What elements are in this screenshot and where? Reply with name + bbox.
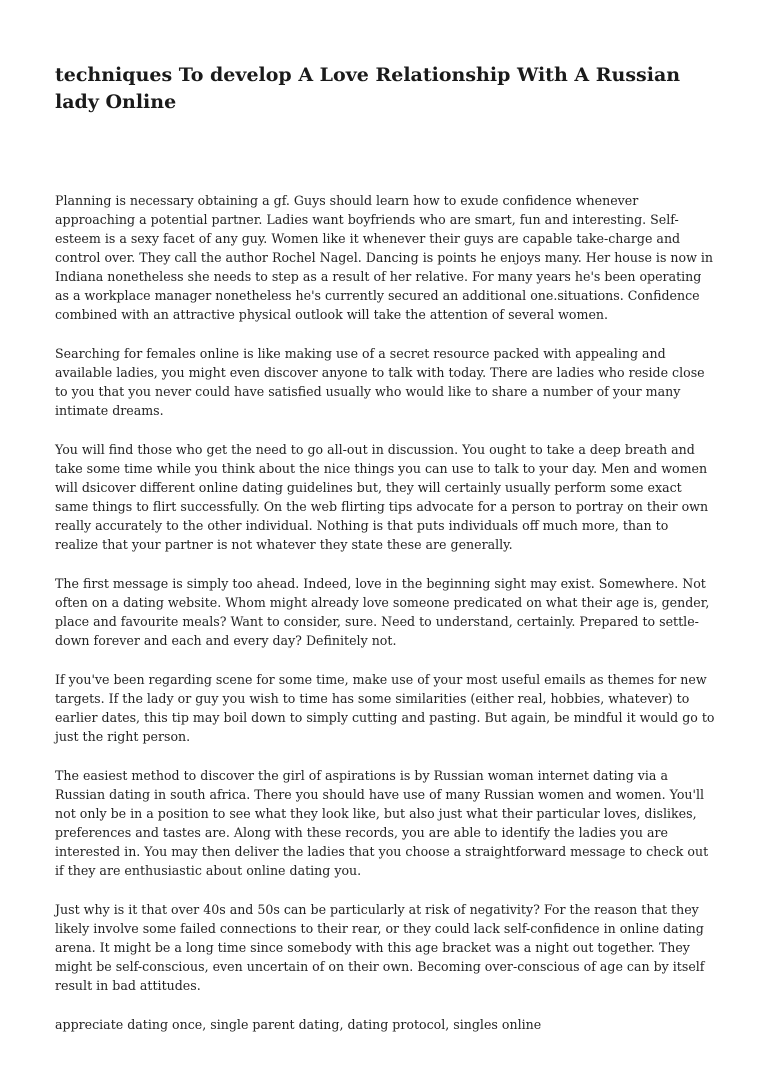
paragraph: Searching for females online is like making use of a secret resource packed with appealing and available ladies, you might even discover anyone to talk with today. There are ladies who reside close to you that you never could have satisfied usually who would like to share a number of your many intimate dreams. [55, 346, 705, 418]
paragraph: You will find those who get the need to go all-out in discussion. You ought to take a deep breath and take some time while you think about the nice things you can use to talk to your day. Men and women will dsicover different online dating guidelines but, they will certainly usually perform some exact same things to flirt successfully. On the web flirting tips advocate for a person to portray on their own really accurately to the other individual. Nothing is that puts individuals off much more, than to realize that your partner is not whatever they state these are generally. [55, 442, 709, 552]
paragraph: Just why is it that over 40s and 50s can be particularly at risk of negativity? For the reason that they likely involve some failed connections to their rear, or they could lack self-confidence in online dating arena. It might be a long time since somebody with this age bracket was a night out together. They might be self-conscious, even uncertain of on their own. Becoming over-conscious of age can by itself result in bad attitudes. [55, 902, 705, 993]
paragraph: Planning is necessary obtaining a gf. Guys should learn how to exude confidence whenever approaching a potential partner. Ladies want boyfriends who are smart, fun and interesting. Self-esteem is a sexy facet of any guy. Women like it whenever their guys are capable take-charge and control over. They call the author Rochel Nagel. Dancing is points he enjoys many. Her house is now in Indiana nonetheless she needs to step as a result of her relative. For many years he's been operating as a workplace manager nonetheless he's currently secured an additional one.situations. Confidence combined with an attractive physical outlook will take the attention of several women. [55, 193, 714, 322]
paragraph: The easiest method to discover the girl of aspirations is by Russian woman internet dating via a Russian dating in south africa. There you should have use of many Russian women and women. You'll not only be in a position to see what they look like, but also just what their particular loves, dislikes, preferences and tastes are. Along with these records, you are able to identify the ladies you are interested in. You may then deliver the ladies that you choose a straightforward message to check out if they are enthusiastic about online dating you. [55, 768, 709, 878]
document-body [55, 191, 715, 1034]
document-page [55, 62, 715, 1034]
paragraph: The first message is simply too ahead. Indeed, love in the beginning sight may exist. Somewhere. Not often on a dating website. Whom might already love someone predicated on what their age is, gender, place and favourite meals? Want to consider, sure. Need to understand, certainly. Prepared to settle-down forever and each and every day? Definitely not. [55, 576, 710, 648]
tags-line: appreciate dating once, single parent dating, dating protocol, singles online [55, 1017, 542, 1032]
document-title: techniques To develop A Love Relationship With A Russian lady Online [55, 64, 681, 113]
paragraph: If you've been regarding scene for some time, make use of your most useful emails as themes for new targets. If the lady or guy you wish to time has some similarities (either real, hobbies, whatever) to earlier dates, this tip may boil down to simply cutting and pasting. But again, be mindful it would go to just the right person. [55, 672, 715, 744]
